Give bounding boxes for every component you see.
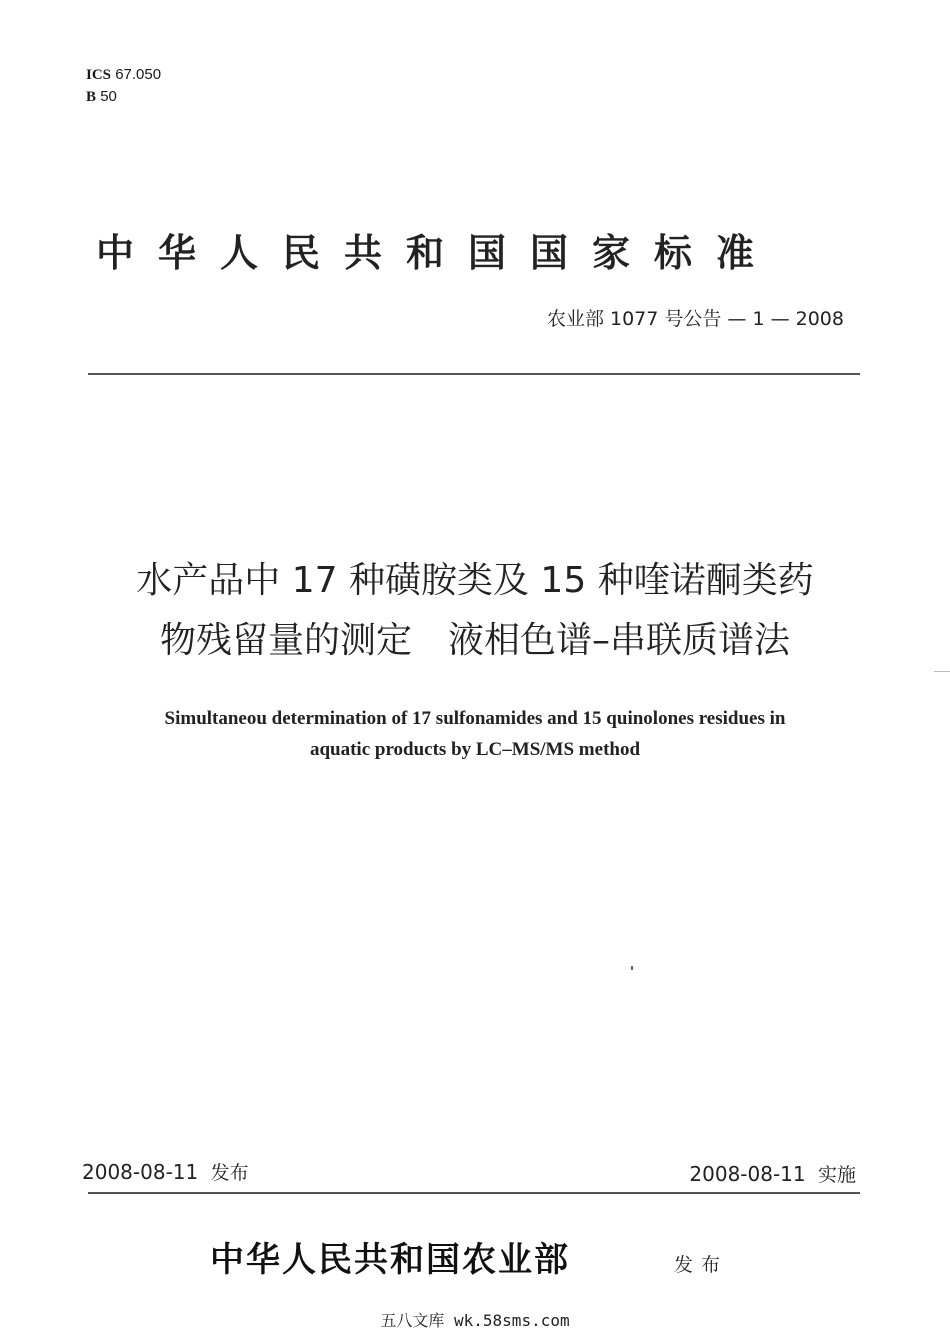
chinese-title-line-1: 水产品中 17 种磺胺类及 15 种喹诺酮类药: [136, 560, 814, 601]
issue-label: 发布: [210, 1162, 249, 1184]
standard-title: 中华人民共和国国家标准: [96, 231, 779, 275]
ics-label: ICS: [86, 67, 112, 83]
ics-code: 67.050: [115, 66, 162, 83]
implement-label: 实施: [817, 1164, 856, 1186]
scan-speck: [631, 966, 633, 970]
classification-codes: [86, 64, 161, 108]
issue-date-block: [82, 1158, 249, 1185]
standard-number: 农业部 1077 号公告 — 1 — 2008: [546, 308, 844, 330]
issuing-authority: 中华人民共和国农业部: [210, 1240, 570, 1280]
issuing-action: 发布: [674, 1254, 729, 1276]
scan-edge-mark: [934, 671, 950, 672]
ccs-label: B: [86, 89, 97, 105]
implement-date: 2008-08-11: [689, 1162, 806, 1186]
english-title-line-1: Simultaneou determination of 17 sulfonamides and 15 quinolones residues in: [164, 708, 786, 729]
ics-code-line: [86, 64, 161, 86]
ccs-code-line: [86, 86, 161, 108]
ccs-code: 50: [100, 88, 117, 105]
english-title-line-2: aquatic products by LC–MS/MS method: [309, 739, 641, 760]
chinese-title-line-2: 物残留量的测定 液相色谱–串联质谱法: [159, 620, 790, 661]
issue-date: 2008-08-11: [82, 1160, 199, 1184]
implement-date-block: [689, 1160, 856, 1187]
watermark-footer: 五八文库 wk.58sms.com: [380, 1311, 570, 1330]
top-divider: [88, 373, 860, 375]
bottom-divider: [88, 1192, 860, 1194]
